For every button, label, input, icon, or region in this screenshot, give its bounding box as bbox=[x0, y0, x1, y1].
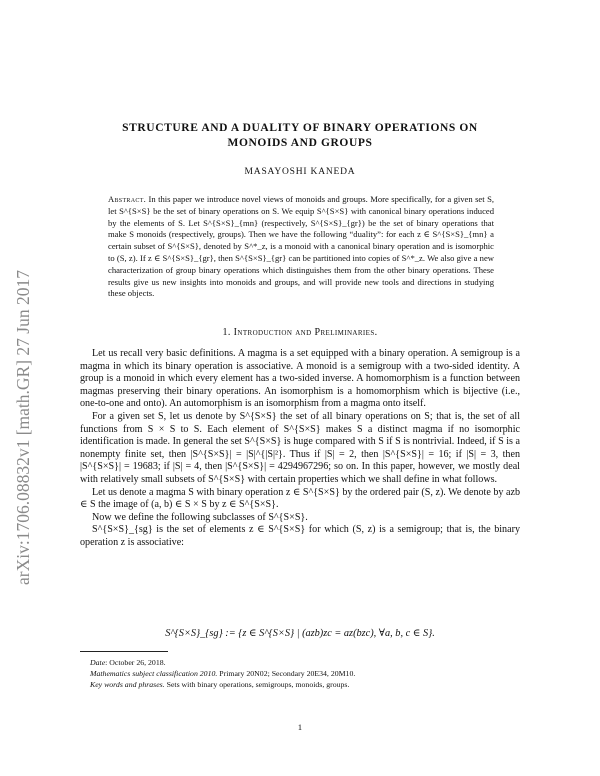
paragraph-definitions: Let us recall very basic definitions. A magma is a set equipped with a binary operation. A semigroup is a magma in which its binary operation is associative. A monoid is a semigroup with a two-sided identity. A group is a monoid in which every element has a two-sided inverse. A homomorphism is a function between magmas preserving their binary operations. An isomorphism is a homomorphism which is bijective (i.e., one-to-one and onto). An automorphism is an isomorphism from a magma onto itself. bbox=[80, 348, 520, 410]
display-equation: S^{S×S}_{sg} := {z ∈ S^{S×S} | (azb)zc = az(bzc), ∀a, b, c ∈ S}. bbox=[165, 628, 435, 639]
footnote-date: Date: October 26, 2018. bbox=[90, 658, 166, 667]
footnotes bbox=[80, 657, 520, 690]
arxiv-stamp-text: arXiv:1706.08832v1 [math.GR] 27 Jun 2017 bbox=[13, 270, 33, 585]
footnote-date-value: October 26, 2018. bbox=[109, 658, 166, 667]
section-heading: 1. Introduction and Preliminaries. bbox=[222, 327, 378, 338]
abstract-text: In this paper we introduce novel views of monoids and groups. More specifically, for a given set S, let S^{S×S} be the set of binary operations on S. We equip S^{S×S} with canonical binary operations induced by the elements of S. Let S^{S×S}_{mn} (respectively, S^{S×S}_{gr}) be the set of binary operations that make S monoids (respectively, groups). Then we have the following “duality”: for each z ∈ S^{S×S}_{mn} a certain subset of S^{S×S}, denoted by S^*_z, is a monoid with a canonical binary operation and is isomorphic to (S, z). If z ∈ S^{S×S}_{gr}, then S^{S×S}_{gr} can be partitioned into copies of S^*_z. We also give a new characterization of group binary operations which distinguishes them from the other binary operations. These results give us new insights into monoids and groups, and will provide new tools and directions in studying these objects. bbox=[108, 194, 494, 299]
footnote-keywords-label: Key words and phrases. bbox=[90, 680, 165, 689]
paragraph-semigroup-def: S^{S×S}_{sg} is the set of elements z ∈ S^{S×S} for which (S, z) is a semigroup; that is, the binary operation z is associative: bbox=[80, 524, 520, 548]
footnote-keywords bbox=[80, 679, 520, 690]
paper-title bbox=[80, 121, 520, 151]
footnote-rule bbox=[80, 651, 168, 652]
author-name: MASAYOSHI KANEDA bbox=[244, 167, 356, 177]
footnote-keywords-value: Sets with binary operations, semigroups, monoids, groups. bbox=[166, 680, 350, 689]
paragraph-subclasses: Now we define the following subclasses of S^{S×S}. bbox=[92, 511, 308, 523]
paper-title-line-1: STRUCTURE AND A DUALITY OF BINARY OPERATIONS ON bbox=[122, 122, 478, 134]
footnote-msc-value: Primary 20N02; Secondary 20E34, 20M10. bbox=[219, 669, 356, 678]
footnote-msc bbox=[80, 668, 520, 679]
section-body bbox=[80, 348, 520, 550]
arxiv-identifier-stamp bbox=[10, 175, 36, 595]
footnote-msc-label: Mathematics subject classification 2010. bbox=[90, 669, 218, 678]
paragraph-binary-operations: For a given set S, let us denote by S^{S×S} the set of all binary operations on S; that is, the set of all functions from S × S to S. Each element of S^{S×S} makes S a distinct magma if no isomorphic identification is made. In general the set S^{S×S} is huge compared with S if S is nontrivial. Indeed, if S is a nonempty finite set, then |S^{S×S}| = |S|^{|S|²}. Thus if |S| = 2, then |S^{S×S}| = 16; if |S| = 3, then |S^{S×S}| = 19683; if |S| = 4, then |S^{S×S}| = 4294967296; so on. In this paper, however, we mostly deal with relatively small subsets of S^{S×S} with certain properties which we shall define in what follows. bbox=[80, 410, 520, 485]
arxiv-stamp-svg bbox=[10, 175, 36, 595]
abstract bbox=[108, 194, 494, 300]
footnote-date-label: Date bbox=[90, 658, 106, 667]
abstract-label: Abstract. bbox=[108, 194, 147, 204]
paper-title-line-2: MONOIDS AND GROUPS bbox=[227, 137, 373, 149]
page-number: 1 bbox=[297, 722, 303, 732]
paragraph-notation: Let us denote a magma S with binary operation z ∈ S^{S×S} by the ordered pair (S, z). We denote by azb ∈ S the image of (a, b) ∈ S × S by z ∈ S^{S×S}. bbox=[80, 486, 520, 511]
